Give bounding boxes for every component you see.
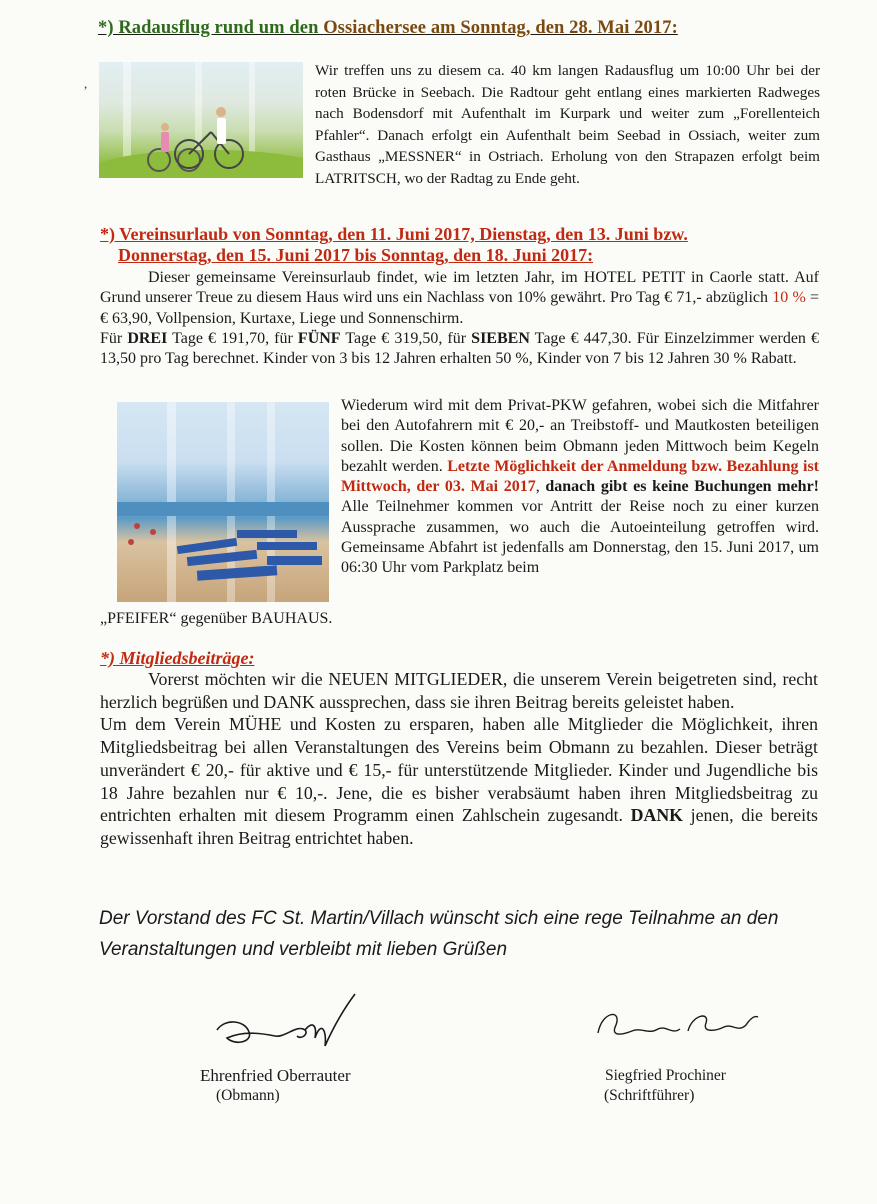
margin-mark: , xyxy=(84,76,88,91)
text: Tage € 191,70, für xyxy=(167,329,298,347)
radausflug-description: Wir treffen uns zu diesem ca. 40 km langen Radausflug um 10:00 Uhr bei der roten Brücke in Seebach. Die Radtour geht entlang eines markierten Radweges nach Bodensdorf mit Aufenthalt im Kurpark und weiter zum „Forellenteich Pfahler“. Danach erfolgt ein Aufenthalt beim Seebad in Ossiach, weiter zum Gasthaus „MESSNER“ in Ostriach. Erholung von den Strapazen erfolgt beim LATRITSCH, wo der Radtag zu Ende geht. xyxy=(315,62,820,187)
text: Vorerst möchten wir die NEUEN MITGLIEDER, die unserem Verein beigetreten sind, recht herzlich begrüßen und DANK aussprechen, dass sie ihren Beitrag bereits geleistet haben. xyxy=(100,669,818,712)
text: Wiederum wird mit dem Privat-PKW gefahren, wobei sich die Mitfahrer bei den Autofahrern mit € 20,- an Treibstoff- und Mautkosten beteiligen sollen. Die Kosten können beim Obmann jeden Mittwoch beim Kegeln bezahlt werden. xyxy=(341,397,819,475)
section-heading-radausflug xyxy=(98,18,678,39)
handwritten-signature-right xyxy=(592,1005,762,1045)
closing-greeting: Der Vorstand des FC St. Martin/Villach wünscht sich eine rege Teilnahme an den Veranstaltungen und verbleibt mit lieben Grüßen xyxy=(99,908,779,960)
signature-obmann xyxy=(205,990,365,1060)
label-drei: DREI xyxy=(127,329,168,347)
text: , xyxy=(535,478,546,496)
beach-photo xyxy=(117,402,329,602)
cycling-photo xyxy=(99,62,303,178)
text: Alle Teilnehmer kommen vor Antritt der Reise noch zu einer kurzen Aussprache zusammen, wo auch die Autoeinteilung getroffen wird. Gemeinsame Abfahrt ist jedenfalls am Donnerstag, den 15. Juni 2017, um 06:30 Uhr vom Parkplatz beim xyxy=(341,498,819,577)
dank-label: DANK xyxy=(630,805,683,826)
meeting-point: „PFEIFER“ gegenüber BAUHAUS. xyxy=(100,610,333,627)
label-fuenf: FÜNF xyxy=(297,329,341,347)
section-heading-mitgliedsbeitraege: *) Mitgliedsbeiträge: xyxy=(100,648,255,668)
section-heading-vereinsurlaub xyxy=(100,224,800,266)
members-paragraph-1 xyxy=(100,668,818,713)
beach-illustration xyxy=(117,402,329,602)
deadline-notice: Letzte Möglichkeit der Anmeldung bzw. Bezahlung ist Mittwoch, der 03. Mai 2017 xyxy=(341,457,819,496)
heading-line-1: *) Vereinsurlaub von Sonntag, den 11. Juni 2017, Dienstag, den 13. Juni bzw. xyxy=(100,224,688,244)
obmann-name: Ehrenfried Oberrauter xyxy=(200,1066,351,1085)
handwritten-signature-left xyxy=(205,990,365,1060)
text: jenen, die bereits gewissenhaft ihren Beitrag entrichtet haben. xyxy=(100,805,818,848)
text: Tage € 447,30. Für Einzelzimmer werden € 13,50 pro Tag berechnet. Kinder von 3 bis 12 Jahren erhalten 50 %, Kinder von 7 bis 12 Jahren 30 % Rabatt. xyxy=(100,329,819,368)
heading-line-2: Donnerstag, den 15. Juni 2017 bis Sonntag, den 18. Juni 2017: xyxy=(118,245,594,265)
obmann-role: (Obmann) xyxy=(216,1087,280,1104)
pricing-paragraph-1 xyxy=(100,268,819,329)
cycling-illustration xyxy=(99,62,303,178)
no-bookings-notice: danach gibt es keine Buchungen mehr! xyxy=(545,478,819,496)
vereinsurlaub-travel-info xyxy=(341,396,819,579)
members-paragraph-2 xyxy=(100,713,818,849)
text: = € 63,90, Vollpension, Kurtaxe, Liege und Sonnenschirm. xyxy=(100,289,820,327)
text: Tage € 319,50, für xyxy=(340,329,472,347)
heading-part-1: *) Radausflug rund um den xyxy=(98,18,324,38)
heading-part-2: Ossiachersee am Sonntag, den 28. Mai 2017: xyxy=(323,18,678,38)
text: Dieser gemeinsame Vereinsurlaub findet, wie im letzten Jahr, im HOTEL PETIT in Caorle statt. Auf Grund unserer Treue zu diesem Haus wird uns ein Nachlass von 10% gewährt. Pro Tag € 71,- abzüglich xyxy=(100,269,819,307)
vereinsurlaub-pricing xyxy=(100,268,819,369)
label-sieben: SIEBEN xyxy=(471,329,530,347)
text: Um dem Verein MÜHE und Kosten zu ersparen, haben alle Mitglieder die Möglichkeit, ihren Mitgliedsbeitrag bei allen Veranstaltungen des Vereins beim Obmann zu bezahlen. Dieser beträgt unverändert € 20,- für aktive und € 15,- für unterstützende Mitglieder. Kinder und Jugendliche bis 18 Jahre bezahlen nur € 10,-. Jene, die es bisher verabsäumt haben ihren Mitgliedsbeitrag zu entrichten erhalten mit diesem Programm einen Zahlschein zugesandt. xyxy=(100,714,818,826)
mitgliedsbeitraege-text xyxy=(100,668,818,850)
schriftfuehrer-name: Siegfried Prochiner xyxy=(605,1067,726,1084)
pricing-paragraph-2 xyxy=(100,329,819,370)
text: Für xyxy=(100,329,128,347)
discount-percent: 10 % xyxy=(772,289,806,307)
schriftfuehrer-role: (Schriftführer) xyxy=(604,1087,695,1104)
signature-schriftfuehrer xyxy=(592,1005,762,1045)
